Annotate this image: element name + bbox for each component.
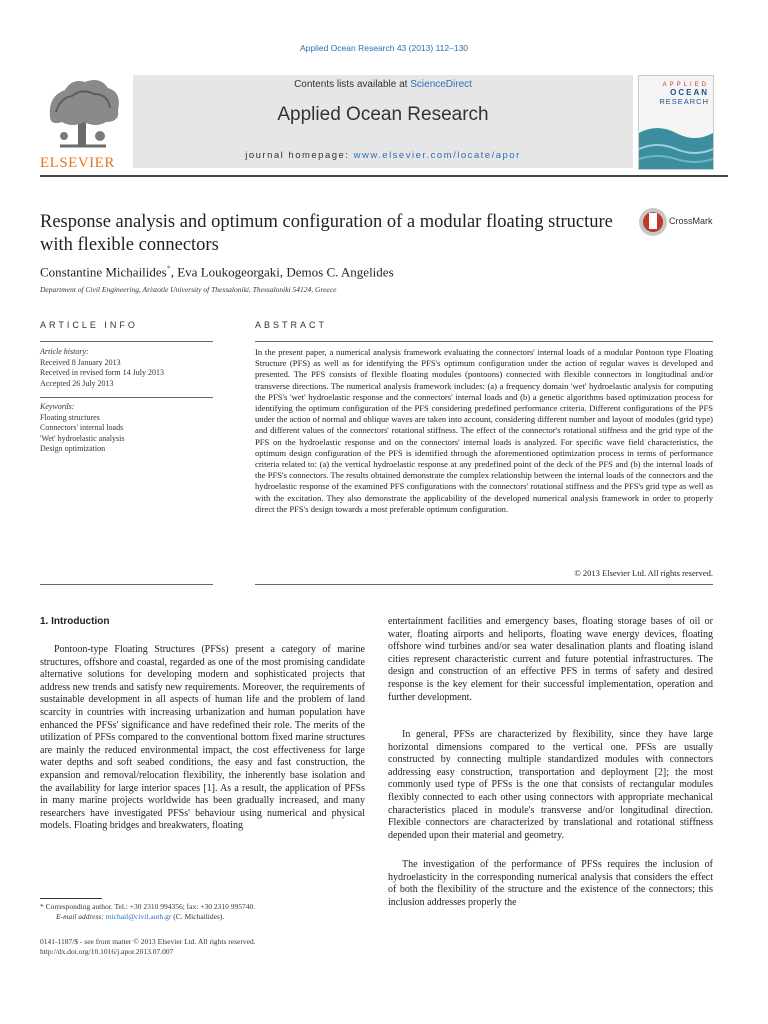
- homepage-label: journal homepage:: [245, 150, 354, 161]
- history-label: Article history:: [40, 347, 89, 356]
- footnote-rule: [40, 898, 102, 899]
- journal-citation[interactable]: Applied Ocean Research 43 (2013) 112–130: [299, 43, 469, 53]
- keywords: [40, 402, 124, 455]
- intro-paragraph: In general, PFSs are characterized by flexibility, since they have large horizontal dimensions compared to the vertical one. PFSs are usually constructed by connecting multiple standardized modules with connectors addressing easy construction, transportation and deployment [2]; the most commonly used type of PFSs is the one that consists of rectangular modules flexibly connected to each other using connectors with appropriate mechanical characteristics placed in module's transverse and/or longitudinal direction. Flexible connectors are characterized by translational and rotational stiffness depended upon their material and geometry.: [388, 729, 713, 841]
- author-name[interactable]: Constantine Michailides: [40, 264, 167, 280]
- doi-link[interactable]: http://dx.doi.org/10.1016/j.apor.2013.07.007: [40, 947, 174, 956]
- section-heading: 1. Introduction: [40, 616, 110, 627]
- author-list: [40, 264, 394, 280]
- cover-title-bot: RESEARCH: [659, 97, 709, 106]
- email-link[interactable]: michail@civil.auth.gr: [105, 912, 172, 921]
- elsevier-tree-icon: [40, 76, 126, 150]
- accepted-date: Accepted 26 July 2013: [40, 378, 114, 388]
- affiliation: Department of Civil Engineering, Aristotle University of Thessaloniki, Thessaloniki 54124, Greece: [40, 285, 337, 294]
- header-rule: [40, 175, 728, 177]
- elsevier-logo: [40, 76, 126, 171]
- intro-paragraph: The investigation of the performance of PFSs requires the inclusion of hydroelasticity in the corresponding numerical analysis that considers the effect of both the flexibility of the structure and the existence of the connectors; this inclusion addresses properly the: [388, 859, 713, 908]
- article-info-rule: [40, 341, 213, 342]
- footnote-email: [56, 912, 224, 923]
- intro-paragraph: entertainment facilities and emergency bases, floating storage bases of oil or water, floating airports and heliports, floating wave energy devices, floating offshore wind turbines and/or sea water desalination plants and floating island cities represent characteristic current and future potential infrastructures. The design and construction of an effective PFS in terms of safety and desired response is the key element for their successful implementation, operation and further development.: [388, 616, 713, 703]
- email-suffix: (C. Michailides).: [171, 912, 225, 921]
- received-date: Received 8 January 2013: [40, 357, 121, 367]
- abstract-copyright: © 2013 Elsevier Ltd. All rights reserved.: [574, 568, 713, 578]
- coauthor-names: , Eva Loukogeorgaki, Demos C. Angelides: [170, 264, 394, 280]
- cover-wave-icon: [639, 119, 713, 169]
- keyword-item: Floating structures: [40, 412, 100, 422]
- footnote-corresponding: * Corresponding author. Tel.: +30 2310 994356; fax: +30 2310 995740.: [40, 902, 256, 911]
- crossmark-badge[interactable]: [638, 207, 728, 237]
- email-label: E-mail address:: [56, 912, 106, 921]
- abstract-text: In the present paper, a numerical analysis framework evaluating the connectors' internal loads of a modular Pontoon type Floating Structure (PFS) as well as for identifying the PFS's optimum configuration under the action of regular waves is developed and presented. The PFS consists of flexible floating modules (pontoons) connected with flexible connectors in longitudinal and/or transverse directions. The numerical analysis framework includes: (a) a frequency domain 'wet' hydroelastic analysis for computing the PFS's 'wet' hydroelastic response and the connectors' internal loads and (b) a genetic algorithms based optimization process for identifying the optimum configuration of the PFS considering predefined performance criteria. Different configurations of the PFS under the action of normal and oblique waves are taken into account, considering different number and layout of modules (grid type) and different values of the connectors' rotational stiffness. The effect of the connector's rotational stiffness and the grid type of the PFS on the hydroelastic response and on the connectors' internal loads is analyzed. For specific wave field characteristics, the optimum design configuration of the PFS is identified through the aforementioned optimization process in terms of performance criteria related to: (a) the vertical hydroelastic response at any predefined point of the deck of the PFS and (b) the internal loads of the PFS's connectors. The results obtained demonstrate the complex relationship between the internal loads of the connectors and the hydroelastic response of the examined PFS configurations with the connectors' rotational stiffness and the PFS's grid type as well as with the excitation. They also demonstrate the applicability of the developed numerical analysis framework in order to properly direct the PFS's design towards a most preferable optimum configuration.: [255, 347, 713, 514]
- sciencedirect-link[interactable]: ScienceDirect: [410, 79, 472, 90]
- keyword-item: 'Wet' hydroelastic analysis: [40, 433, 125, 443]
- cover-title-mid: OCEAN: [670, 88, 709, 97]
- cover-title-top: APPLIED: [662, 82, 709, 88]
- abstract-heading: ABSTRACT: [255, 320, 328, 330]
- journal-title: Applied Ocean Research: [277, 104, 489, 125]
- keyword-item: Design optimization: [40, 444, 106, 453]
- article-history: [40, 347, 164, 389]
- crossmark-icon: [638, 207, 668, 237]
- info-bottom-rule: [40, 584, 213, 585]
- keyword-item: Connectors' internal loads: [40, 423, 124, 432]
- article-title: Response analysis and optimum configuration of a modular floating structure with flexible connectors: [40, 212, 613, 255]
- contents-line: [133, 79, 633, 90]
- crossmark-label: CrossMark: [669, 216, 713, 226]
- article-info-heading: ARTICLE INFO: [40, 320, 138, 330]
- keywords-label: Keywords:: [40, 402, 75, 411]
- revised-date: Received in revised form 14 July 2013: [40, 368, 164, 377]
- homepage-link[interactable]: www.elsevier.com/locate/apor: [353, 150, 521, 161]
- contents-label: Contents lists available at: [294, 79, 411, 90]
- homepage-line: [133, 150, 633, 161]
- journal-cover: [638, 75, 714, 170]
- publisher-name: ELSEVIER: [40, 155, 115, 171]
- issn-line: 0141-1187/$ - see front matter © 2013 Elsevier Ltd. All rights reserved.: [40, 937, 256, 946]
- intro-paragraph: Pontoon-type Floating Structures (PFSs) present a category of marine structures, offshore and coastal, regarded as one of the most promising candidate alternative solutions for developing modern and sophisticated projects that address new trends and satisfy new requirements. Moreover, the requirements of sustainable development in all aspects of human life and the problem of land scarcity in countries with increasing urbanization and human population have enhanced the PFSs' significance and have redefined their role. The merits of the utilization of PFSs compared to the conventional bottom fixed marine structures are mainly the reduced environmental impact, the cost effectiveness for large water depths and soft seabed conditions, the easy and fast construction, the expansion and removal/relocation flexibility, the inherently base isolation and the availability for large interior spaces [1]. As a result, the application of PFSs in many marine projects worldwide has been gradually increased, and many researchers have investigated PFSs' behaviour using numerical and physical models. Floating bridges and breakwaters, floating: [40, 644, 365, 832]
- corresponding-mark[interactable]: *: [166, 264, 171, 273]
- abstract-top-rule: [255, 341, 713, 342]
- abstract-bottom-rule: [255, 584, 713, 585]
- keywords-rule: [40, 397, 213, 398]
